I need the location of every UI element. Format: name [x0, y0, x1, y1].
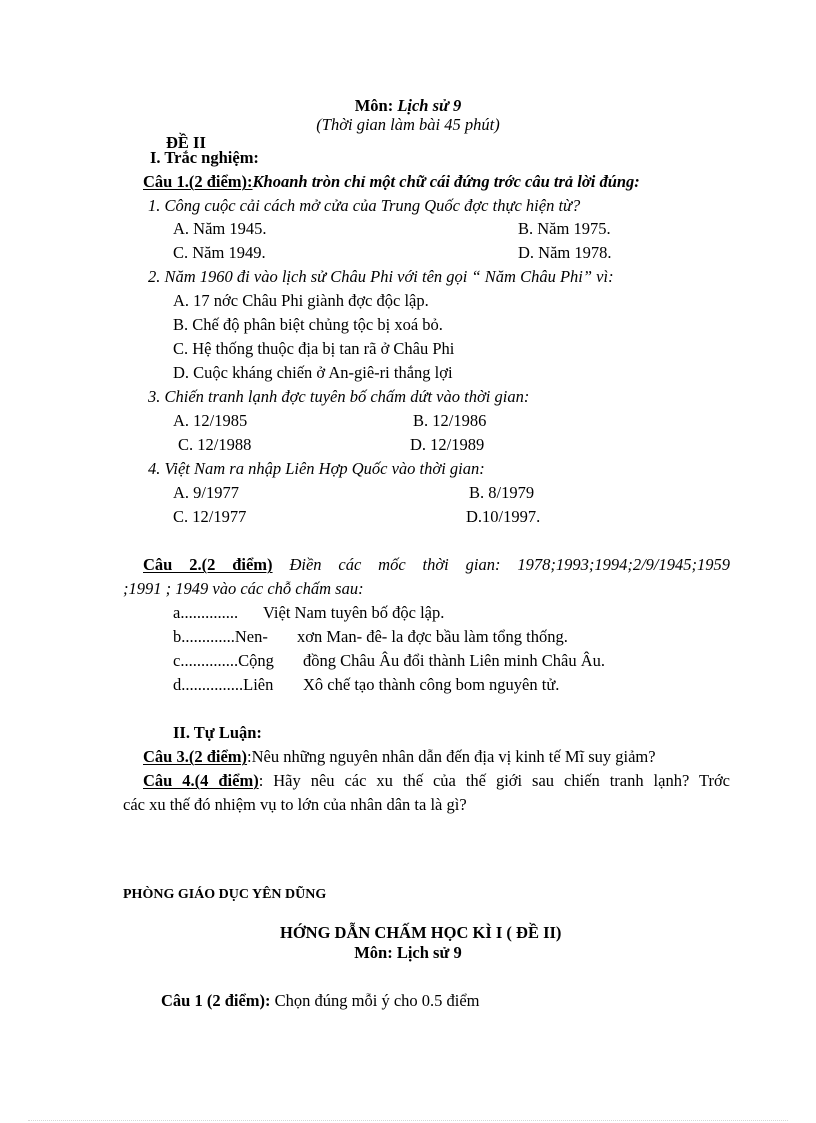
q1-heading [143, 172, 640, 192]
q1-1-option-a: A. Năm 1945. [173, 219, 267, 238]
guide-q1-line [161, 991, 480, 1011]
guide-subject: Môn: Lịch sử 9 [354, 943, 462, 962]
q2-blank-d-text: Xô chế tạo thành công bom nguyên tử. [303, 675, 560, 694]
q4-text-line1: : Hãy nêu các xu thế của thế giới sau chiến tranh lạnh? Trớc [258, 771, 730, 790]
q2-heading-line1 [143, 555, 730, 575]
exam-duration: (Thời gian làm bài 45 phút) [316, 115, 500, 134]
q3-line [143, 747, 656, 767]
q3-label: Câu 3.(2 điểm) [143, 747, 248, 766]
q1-4-option-c: C. 12/1977 [173, 507, 247, 526]
q1-1-option-d: D. Năm 1978. [518, 243, 612, 262]
department-name: PHÒNG GIÁO DỤC YÊN DŨNG [123, 887, 327, 902]
section-2-number: II. [173, 723, 190, 742]
guide-q1-label: Câu 1 (2 điểm): [161, 991, 271, 1010]
q1-2-option-a: A. 17 nớc Châu Phi giành đợc độc lập. [173, 291, 429, 310]
q1-1-option-c: C. Năm 1949. [173, 243, 266, 262]
q1-4-option-a: A. 9/1977 [173, 483, 239, 502]
q2-blank-c-text: đồng Châu Âu đổi thành Liên minh Châu Âu. [303, 651, 606, 670]
q4-label: Câu 4.(4 điểm) [143, 771, 259, 790]
q1-1-option-b: B. Năm 1975. [518, 219, 611, 238]
q3-text: :Nêu những nguyên nhân dẫn đến địa vị kinh tế Mĩ suy giảm? [247, 747, 656, 766]
q1-4-option-b: B. 8/1979 [469, 483, 535, 502]
q4-line1 [143, 771, 730, 791]
q2-blank-b-prefix: b.............Nen- [173, 627, 268, 646]
section-2-title: Tự Luận: [193, 723, 262, 742]
q1-3-option-d: D. 12/1989 [410, 435, 485, 454]
exam-subject [0, 96, 816, 116]
q2-instruction-line2: ;1991 ; 1949 vào các chỗ chấm sau: [123, 579, 364, 598]
q2-blank-a-prefix: a.............. [173, 603, 239, 622]
q2-label: Câu 2.(2 điểm) [143, 555, 273, 574]
q1-label: Câu 1.(2 điểm): [143, 172, 253, 191]
q1-3-option-a: A. 12/1985 [173, 411, 248, 430]
q1-1-question: 1. Công cuộc cải cách mở cửa của Trung Quốc đợc thực hiện từ? [148, 196, 581, 215]
q2-instruction-line1: Điền các mốc thời gian: 1978;1993;1994;2/9/1945;1959 [289, 555, 730, 574]
section-1-heading [150, 148, 259, 168]
q1-3-question: 3. Chiến tranh lạnh đợc tuyên bố chấm dứt vào thời gian: [148, 387, 530, 406]
q1-4-question: 4. Việt Nam ra nhập Liên Hợp Quốc vào thời gian: [148, 459, 485, 478]
q2-blank-d-prefix: d...............Liên [173, 675, 274, 694]
q1-2-option-d: D. Cuộc kháng chiến ở An-giê-ri thắng lợi [173, 363, 453, 382]
guide-q1-text: Chọn đúng mỗi ý cho 0.5 điểm [274, 991, 480, 1010]
section-2-heading [173, 723, 262, 743]
subject-value: Lịch sử 9 [397, 96, 462, 115]
q1-3-option-b: B. 12/1986 [413, 411, 487, 430]
q1-2-option-b: B. Chế độ phân biệt chủng tộc bị xoá bỏ. [173, 315, 443, 334]
exam-code: ĐỀ II [166, 133, 206, 152]
q1-instruction: Khoanh tròn chỉ một chữ cái đứng trớc câu trả lời đúng: [252, 172, 640, 191]
subject-label: Môn: [354, 96, 394, 115]
page-bottom-rule [28, 1120, 788, 1121]
q4-text-line2: các xu thế đó nhiệm vụ to lớn của nhân dân ta là gì? [123, 795, 467, 814]
guide-title: HỚNG DẪN CHẤM HỌC KÌ I ( ĐỀ II) [280, 923, 562, 942]
q2-blank-a-text: Việt Nam tuyên bố độc lập. [263, 603, 445, 622]
q1-3-option-c: C. 12/1988 [178, 435, 252, 454]
section-1-title: Trắc nghiệm: [164, 148, 259, 167]
section-1-number: I. [150, 148, 161, 167]
q2-blank-c-prefix: c..............Cộng [173, 651, 274, 670]
q1-4-option-d: D.10/1997. [466, 507, 541, 526]
q1-2-question: 2. Năm 1960 đi vào lịch sử Châu Phi với tên gọi “ Năm Châu Phi” vì: [148, 267, 614, 286]
q2-blank-b-text: xơn Man- đê- la đợc bầu làm tổng thống. [297, 627, 568, 646]
q1-2-option-c: C. Hệ thống thuộc địa bị tan rã ở Châu Phi [173, 339, 455, 358]
